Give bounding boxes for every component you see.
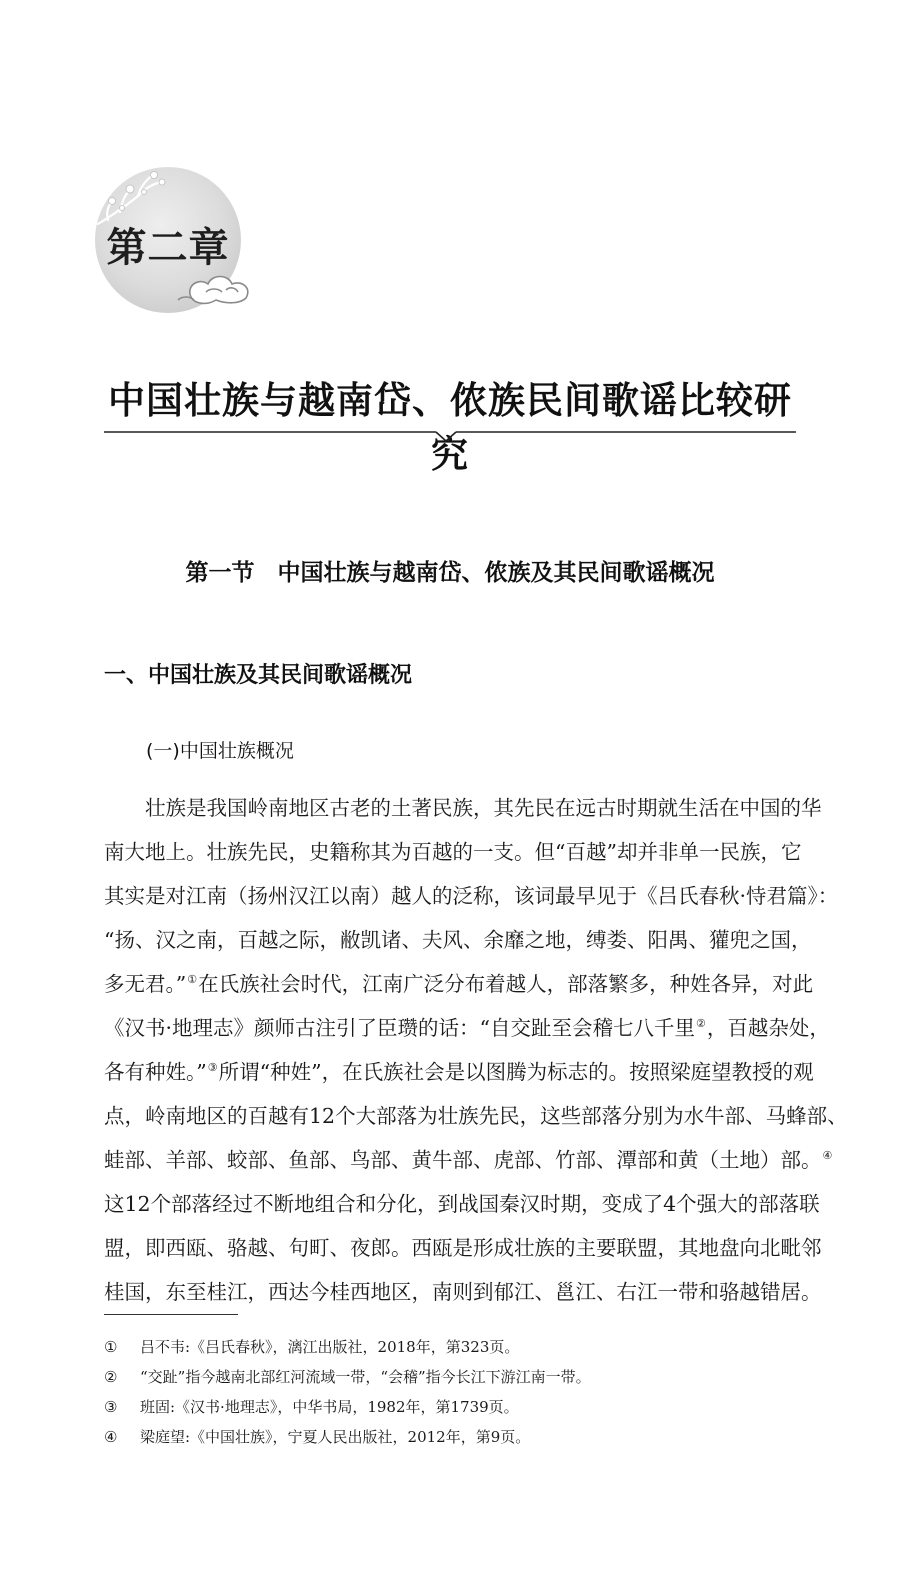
footnotes	[104, 1332, 796, 1452]
paragraph-line: 这12个部落经过不断地组合和分化，到战国秦汉时期，变成了4个强大的部落联	[104, 1192, 820, 1216]
text-span: ，百越杂处，	[706, 1016, 830, 1040]
footnote-mark: ②	[104, 1368, 118, 1386]
paragraph-line	[104, 1050, 814, 1094]
footnote	[104, 1362, 796, 1392]
chapter-badge	[94, 166, 252, 314]
chapter-label: 第二章	[106, 225, 230, 271]
footnote-ref[interactable]: ①	[187, 973, 198, 987]
paragraph-line: “扬、汉之南，百越之际，敝凯诸、夫风、余靡之地，缚娄、阳禺、獾兜之国，	[104, 928, 812, 952]
paragraph-line: 南大地上。壮族先民，史籍称其为百越的一支。但“百越”却并非单一民族，它	[104, 840, 802, 864]
text-span: 各有种姓。”	[104, 1060, 207, 1084]
paragraph-line: 点，岭南地区的百越有12个大部落为壮族先民，这些部落分别为水牛部、马蜂部、	[104, 1104, 848, 1128]
text-span: 多无君。”	[104, 972, 187, 996]
body-text	[104, 786, 848, 1314]
footnote	[104, 1332, 796, 1362]
footnote	[104, 1392, 796, 1422]
paragraph-line: 盟，即西瓯、骆越、句町、夜郎。西瓯是形成壮族的主要联盟，其地盘向北毗邻	[104, 1236, 822, 1260]
subheading-level-2: (一)中国壮族概况	[146, 740, 294, 762]
footnote-text: 班固:《汉书·地理志》，中华书局，1982年，第1739页。	[140, 1398, 519, 1416]
paragraph-line: 壮族是我国岭南地区古老的土著民族，其先民在远古时期就生活在中国的华	[145, 796, 822, 820]
footnote-divider	[104, 1314, 238, 1315]
text-span: 蛙部、羊部、蛟部、鱼部、鸟部、黄牛部、虎部、竹部、潭部和黄（土地）部。	[104, 1148, 822, 1172]
footnote-text: 梁庭望:《中国壮族》，宁夏人民出版社，2012年，第9页。	[140, 1428, 531, 1446]
footnote-ref[interactable]: ③	[207, 1061, 218, 1075]
footnote-mark: ①	[104, 1338, 118, 1356]
footnote-text: “交趾”指今越南北部红河流域一带，“会稽”指今长江下游江南一带。	[140, 1368, 591, 1386]
paragraph-line: 其实是对江南（扬州汉江以南）越人的泛称，该词最早见于《吕氏春秋·恃君篇》：	[104, 884, 839, 908]
paragraph-line: 桂国，东至桂江，西达今桂西地区，南则到郁江、邕江、右江一带和骆越错居。	[104, 1280, 822, 1304]
text-span: 在氏族社会时代，江南广泛分布着越人，部落繁多，种姓各异，对此	[198, 972, 814, 996]
chevron-down-icon	[436, 432, 456, 441]
section-heading: 第一节 中国壮族与越南岱、侬族及其民间歌谣概况	[185, 560, 715, 586]
chapter-title: 中国壮族与越南岱、侬族民间歌谣比较研究	[108, 379, 792, 476]
footnote-ref[interactable]: ④	[822, 1149, 833, 1163]
paragraph-line	[104, 1006, 830, 1050]
text-span: 《汉书·地理志》颜师古注引了臣瓒的话：“自交趾至会稽七八千里	[104, 1016, 695, 1040]
footnote-ref[interactable]: ②	[696, 1017, 706, 1031]
paragraph-line	[104, 1138, 833, 1182]
text-span: 所谓“种姓”，在氏族社会是以图腾为标志的。按照梁庭望教授的观	[218, 1060, 814, 1084]
footnote	[104, 1422, 796, 1452]
paragraph-line	[104, 962, 814, 1006]
subheading-level-1: 一、中国壮族及其民间歌谣概况	[104, 663, 413, 688]
footnote-text: 吕不韦:《吕氏春秋》，漓江出版社，2018年，第323页。	[140, 1338, 520, 1356]
footnote-mark: ③	[104, 1398, 118, 1416]
title-divider	[104, 428, 796, 444]
footnote-mark: ④	[104, 1428, 118, 1446]
